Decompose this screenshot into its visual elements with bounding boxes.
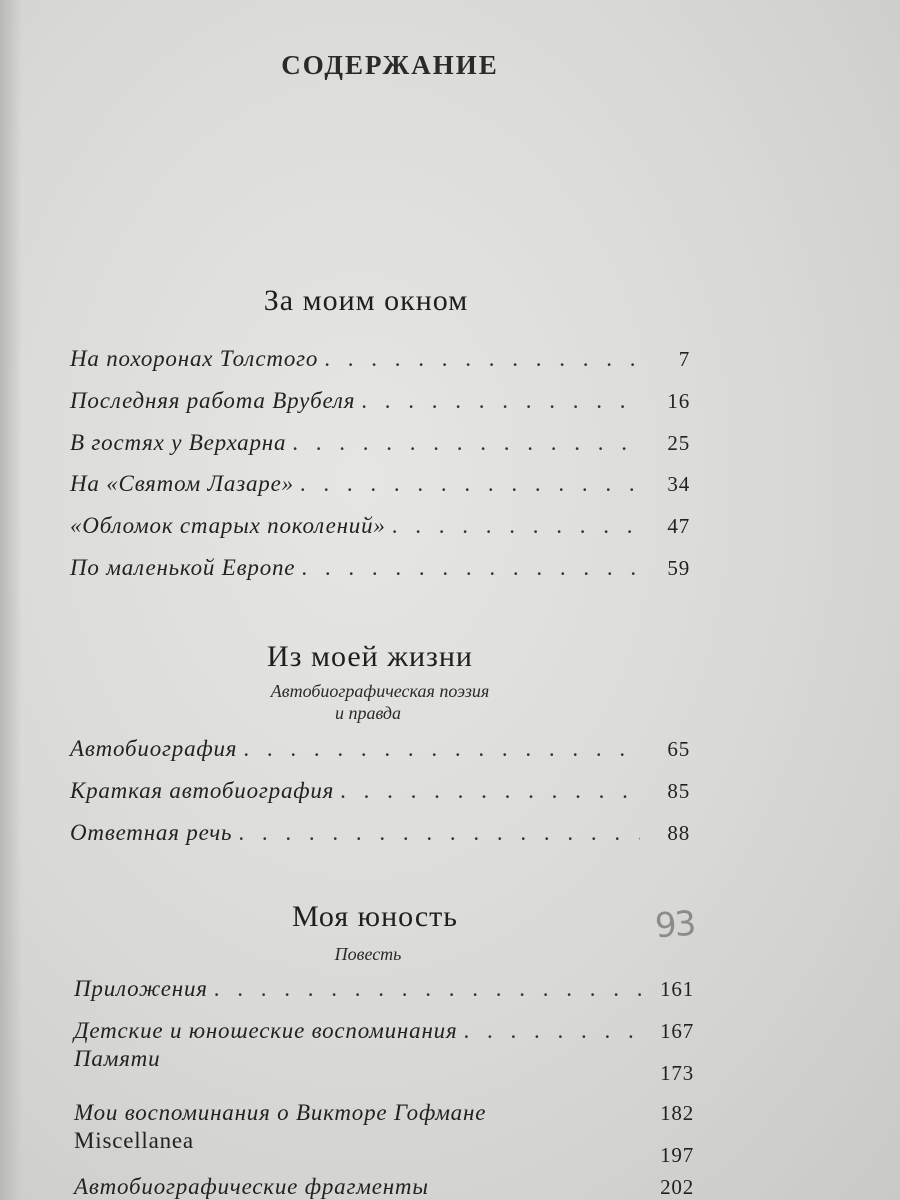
toc-entry-title: Последняя работа Врубеля bbox=[70, 388, 356, 413]
toc-entry-page: 85 bbox=[667, 779, 690, 803]
dot-leader bbox=[361, 388, 640, 414]
toc-entry bbox=[70, 547, 690, 581]
page-edge-shadow bbox=[0, 0, 22, 1200]
toc-entry-page: 173 bbox=[660, 1061, 694, 1085]
section-subtitle-line: Повесть bbox=[334, 944, 402, 964]
toc-entry-page: 182 bbox=[660, 1101, 694, 1125]
toc-entry bbox=[70, 422, 690, 456]
toc-entry-page: 88 bbox=[667, 821, 690, 845]
toc-entry-title: Приложения bbox=[74, 976, 208, 1001]
toc-entry-title: В гостях у Верхарна bbox=[70, 430, 287, 455]
section-subtitle-line: Автобиографическая поэзия bbox=[270, 681, 490, 701]
section-title-3: Моя юность bbox=[292, 900, 458, 933]
toc-entry-page: 25 bbox=[667, 431, 690, 455]
toc-entry-page: 34 bbox=[667, 472, 690, 496]
toc-entry-page: 47 bbox=[667, 514, 690, 538]
dot-leader bbox=[238, 820, 640, 846]
toc-entry-page: 167 bbox=[660, 1019, 694, 1043]
toc-entry-title: Miscellanea bbox=[74, 1128, 194, 1153]
dot-leader bbox=[300, 471, 640, 497]
handwritten-page-number: 93 bbox=[653, 903, 696, 947]
toc-entry-title: Автобиографические фрагменты bbox=[74, 1174, 429, 1199]
toc-entry-title: Памяти bbox=[74, 1046, 161, 1071]
toc-entry bbox=[74, 1046, 694, 1086]
dot-leader bbox=[301, 555, 640, 581]
toc-entry-title: «Обломок старых поколений» bbox=[70, 513, 386, 538]
toc-entry bbox=[70, 380, 690, 414]
toc-entry bbox=[70, 463, 690, 497]
toc-entry bbox=[74, 1010, 694, 1044]
toc-entry-page: 7 bbox=[678, 347, 690, 371]
dot-leader bbox=[392, 513, 640, 539]
toc-entry bbox=[74, 1128, 694, 1168]
toc-entry-title: Мои воспоминания о Викторе Гофмане bbox=[74, 1100, 487, 1125]
toc-entry-title: На похоронах Толстого bbox=[70, 346, 319, 371]
section-title-2: Из моей жизни bbox=[267, 640, 473, 673]
toc-entry-page: 202 bbox=[660, 1175, 694, 1199]
dot-leader bbox=[243, 736, 640, 762]
toc-entry-title: По маленькой Европе bbox=[70, 555, 296, 580]
toc-entry-page: 197 bbox=[660, 1143, 694, 1167]
toc-entry bbox=[70, 338, 690, 372]
toc-entry bbox=[74, 1166, 694, 1200]
toc-entry-title: Автобиография bbox=[70, 736, 238, 761]
toc-entry bbox=[74, 1092, 694, 1126]
toc-entry-title: Ответная речь bbox=[70, 820, 233, 845]
toc-entry-page: 16 bbox=[667, 389, 690, 413]
toc-entry bbox=[70, 728, 690, 762]
dot-leader bbox=[292, 430, 640, 456]
toc-entry-title: Краткая автобиография bbox=[70, 778, 335, 803]
toc-entry-page: 65 bbox=[667, 737, 690, 761]
toc-entry bbox=[70, 770, 690, 804]
toc-entry-title: Детские и юношеские воспоминания bbox=[74, 1018, 458, 1043]
section-subtitle-line: и правда bbox=[334, 703, 402, 723]
section-title-1: За моим окном bbox=[263, 284, 469, 317]
dot-leader bbox=[324, 346, 640, 372]
page-title: СОДЕРЖАНИЕ bbox=[281, 50, 499, 80]
dot-leader bbox=[214, 976, 644, 1002]
toc-entry-page: 161 bbox=[660, 977, 694, 1001]
toc-entry bbox=[70, 812, 690, 846]
dot-leader bbox=[340, 778, 640, 804]
toc-entry-page: 59 bbox=[667, 556, 690, 580]
toc-entry bbox=[70, 505, 690, 539]
toc-entry bbox=[74, 968, 694, 1002]
toc-entry-title: На «Святом Лазаре» bbox=[70, 471, 294, 496]
dot-leader bbox=[463, 1018, 644, 1044]
